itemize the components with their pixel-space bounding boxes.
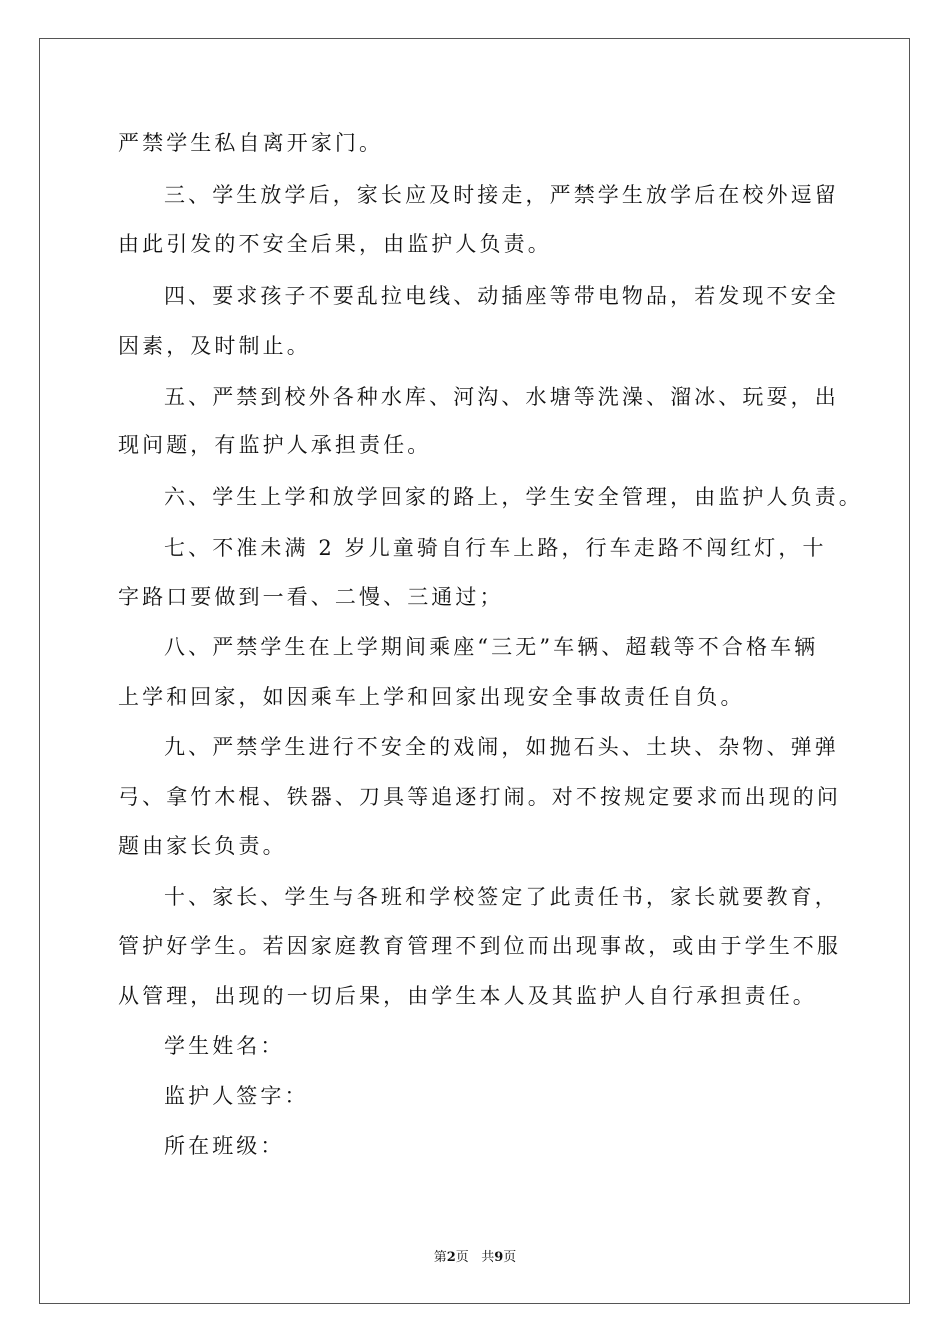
total-suffix: 页 (503, 1250, 517, 1265)
paragraph-line: 从管理，出现的一切后果，由学生本人及其监护人自行承担责任。 (118, 984, 817, 1008)
paragraph-line: 四、要求孩子不要乱拉电线、动插座等带电物品，若发现不安全 (164, 284, 839, 308)
paragraph-line: 三、学生放学后，家长应及时接走，严禁学生放学后在校外逗留 (164, 183, 839, 207)
paragraph-line: 八、严禁学生在上学期间乘座“三无”车辆、超载等不合格车辆 (164, 635, 819, 659)
paragraph-line: 十、家长、学生与各班和学校签定了此责任书，家长就要教育， (164, 885, 839, 909)
page-suffix: 页 (455, 1250, 469, 1265)
paragraph-line: 字路口要做到一看、二慢、三通过； (118, 585, 504, 609)
paragraph-line: 由此引发的不安全后果，由监护人负责。 (118, 232, 552, 256)
paragraph-line: 管护好学生。若因家庭教育管理不到位而出现事故，或由于学生不服 (118, 934, 841, 958)
total-prefix: 共 (481, 1250, 495, 1265)
paragraph-line: 弓、拿竹木棍、铁器、刀具等追逐打闹。对不按规定要求而出现的问 (118, 785, 841, 809)
student-name-label: 学生姓名： (164, 1034, 285, 1058)
paragraph-line: 题由家长负责。 (118, 834, 287, 858)
total-pages-number: 9 (494, 1250, 504, 1265)
paragraph-line: 六、学生上学和放学回家的路上，学生安全管理，由监护人负责。 (164, 485, 863, 509)
page-footer (0, 1246, 950, 1265)
paragraph-line: 因素，及时制止。 (118, 334, 311, 358)
guardian-signature-label: 监护人签字： (164, 1084, 309, 1108)
page-prefix: 第 (433, 1250, 447, 1265)
paragraph-line: 上学和回家，如因乘车上学和回家出现安全事故责任自负。 (118, 685, 745, 709)
paragraph-line: 严禁学生私自离开家门。 (118, 131, 384, 155)
paragraph-line: 现问题，有监护人承担责任。 (118, 433, 432, 457)
class-label: 所在班级： (164, 1134, 285, 1158)
paragraph-line: 九、严禁学生进行不安全的戏闹，如抛石头、土块、杂物、弹弹 (164, 735, 839, 759)
current-page-number: 2 (446, 1250, 456, 1265)
page-border (39, 38, 910, 1304)
paragraph-line: 五、严禁到校外各种水库、河沟、水塘等洗澡、溜冰、玩耍，出 (164, 385, 839, 409)
paragraph-line: 七、不准未满 2 岁儿童骑自行车上路，行车走路不闯红灯，十 (164, 536, 827, 560)
